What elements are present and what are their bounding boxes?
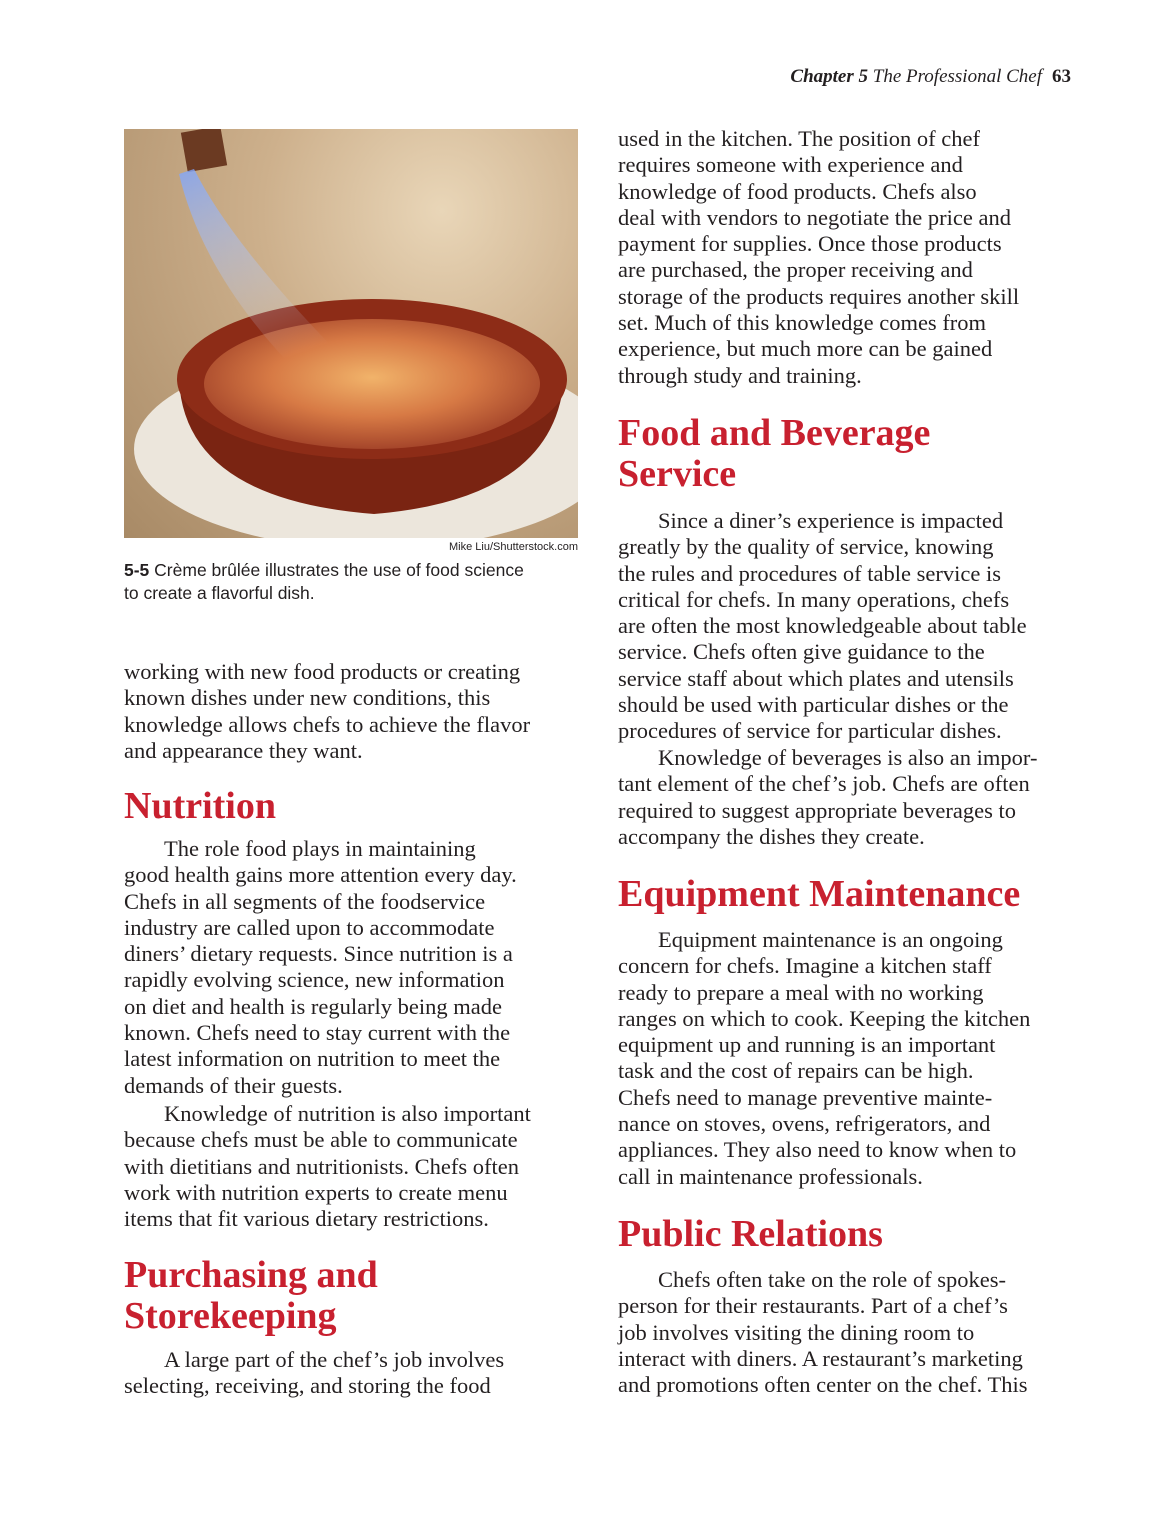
paragraph: Equipment maintenance is an ongoing concern for chefs. Imagine a kitchen staff ready to prepare a meal with no working ranges on which to cook. Keeping the kitchen equipment up and running is an important task and the cost of repairs can be high. Chefs need to manage preventive mainte- nance on stoves, ovens, refrigerators, and appliances. They also need to know when to call in maintenance professionals. <box>618 927 1031 1189</box>
paragraph: Knowledge of beverages is also an impor- tant element of the chef’s job. Chefs are often required to suggest appropriate beverages to accompany the dishes they create. <box>618 745 1038 849</box>
heading-equipment: Equipment Maintenance <box>618 873 1021 915</box>
heading-purchasing: Purchasing and Storekeeping <box>124 1254 378 1337</box>
paragraph: working with new food products or creating known dishes under new conditions, this knowledge allows chefs to achieve the flavor and appearance they want. <box>124 659 531 763</box>
page-number: 63 <box>1052 66 1071 87</box>
chapter-title: The Professional Chef <box>872 66 1042 87</box>
heading-food-beverage: Food and Beverage Service <box>618 412 931 495</box>
paragraph: Chefs often take on the role of spokes- person for their restaurants. Part of a chef’s job involves visiting the dining room to interact with diners. A restaurant’s marketing and promotions often center on the chef. This <box>618 1267 1028 1398</box>
figure-caption <box>124 559 594 605</box>
paragraph: used in the kitchen. The position of chef requires someone with experience and knowledge of food products. Chefs also deal with vendors to negotiate the price and payment for supplies. Once those products are purchased, the proper receiving and storage of the products requires another skill set. Much of this knowledge comes from experience, but much more can be gained through study and training. <box>618 126 1020 388</box>
caption-text: Crème brûlée illustrates the use of food science to create a flavorful dish. <box>124 560 524 603</box>
photo-credit: Mike Liu/Shutterstock.com <box>449 541 578 553</box>
figure-number: 5-5 <box>124 560 150 580</box>
chapter-label: Chapter 5 <box>790 66 868 87</box>
heading-public-relations: Public Relations <box>618 1213 883 1255</box>
heading-nutrition: Nutrition <box>124 785 276 827</box>
paragraph: Knowledge of nutrition is also important because chefs must be able to communicate with dietitians and nutritionists. Chefs often work with nutrition experts to create menu items that fit various dietary restrictions. <box>124 1101 531 1232</box>
paragraph: Since a diner’s experience is impacted greatly by the quality of service, knowing the rules and procedures of table service is critical for chefs. In many operations, chefs are often the most knowledgeable about table service. Chefs often give guidance to the service staff about which plates and utensils should be used with particular dishes or the procedures of service for particular dishes. <box>618 508 1027 744</box>
paragraph: The role food plays in maintaining good health gains more attention every day. Chefs in all segments of the foodservice industry are called upon to accommodate diners’ dietary requests. Since nutrition is a rapidly evolving science, new information on diet and health is regularly being made known. Chefs need to stay current with the latest information on nutrition to meet the demands of their guests. <box>124 836 517 1098</box>
running-head <box>790 66 1071 88</box>
paragraph: A large part of the chef’s job involves selecting, receiving, and storing the food <box>124 1347 505 1399</box>
creme-brulee-photo <box>124 129 578 538</box>
